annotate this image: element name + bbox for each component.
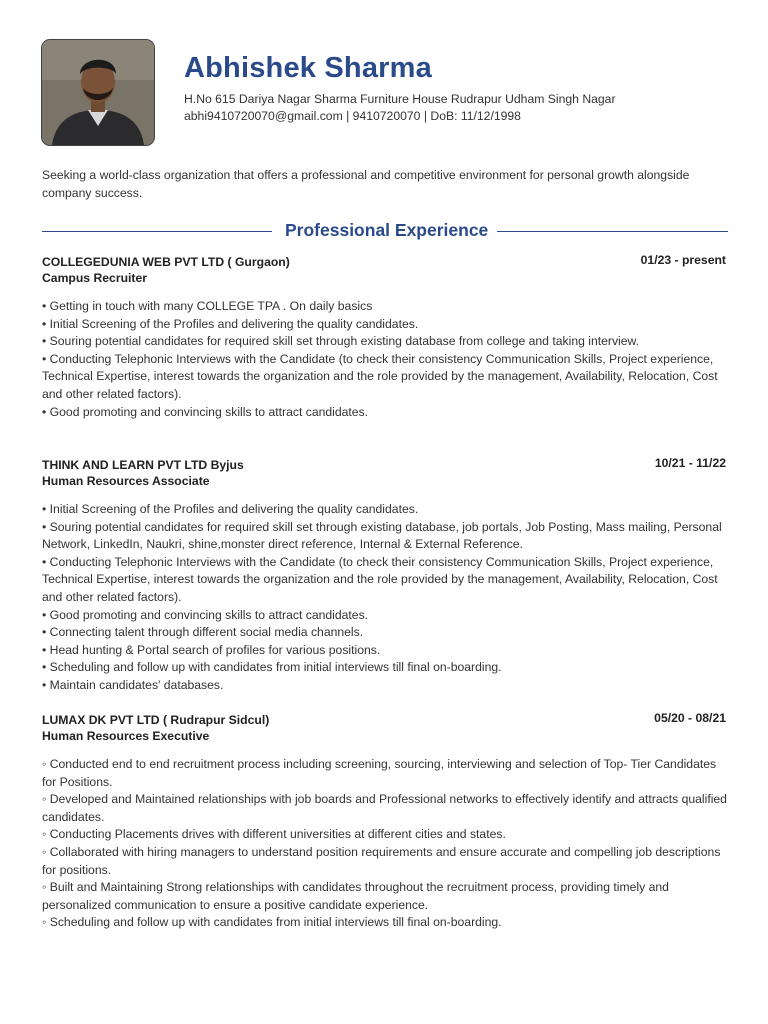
responsibility-item: • Connecting talent through different social media channels. (42, 625, 364, 640)
responsibility-item: ◦ Conducted end to end recruitment process including screening, sourcing, interviewing and selection of Top- Tier Candidates for Positions. (42, 757, 717, 789)
responsibility-item: • Initial Screening of the Profiles and delivering the quality candidates. (42, 316, 419, 331)
job-role: Human Resources Associate (42, 474, 210, 488)
company-name: LUMAX DK PVT LTD ( Rudrapur Sidcul) (42, 713, 270, 727)
employment-dates: 05/20 - 08/21 (654, 711, 726, 725)
job-entry-collegedunia (42, 253, 728, 421)
responsibility-item: ◦ Collaborated with hiring managers to understand position requirements and ensure accurate and compelling job descriptions for positions. (42, 844, 721, 877)
responsibility-item: • Initial Screening of the Profiles and delivering the quality candidates. (42, 502, 419, 516)
section-divider-right (497, 231, 728, 232)
employment-dates: 01/23 - present (640, 253, 726, 267)
section-divider-left (42, 231, 272, 232)
responsibility-item: • Conducting Telephonic Interviews with the Candidate (to check their consistency Communication Skills, Project experience, Technical Expertise, interest towards the organization and the role provided by the management, Availability, Relocation, Cost and other related factors). (42, 351, 718, 401)
responsibility-list (42, 298, 728, 421)
candidate-name: Abhishek Sharma (184, 52, 432, 84)
responsibility-list (42, 756, 728, 932)
company-name: THINK AND LEARN PVT LTD Byjus (42, 458, 244, 472)
responsibility-item: • Scheduling and follow up with candidates from initial interviews till final on-boarding. (42, 660, 502, 675)
job-entry-byjus (42, 456, 728, 695)
responsibility-item: • Souring potential candidates for required skill set through existing database, job portals, Job Posting, Mass mailing, Personal Network, LinkedIn, Naukri, shine,monster direct reference, Internal & External Reference. (42, 519, 722, 552)
company-name: COLLEGEDUNIA WEB PVT LTD ( Gurgaon) (42, 255, 290, 269)
responsibility-item: • Conducting Telephonic Interviews with the Candidate (to check their consistency Communication Skills, Project experience, Technical Expertise, interest towards the organization and the role provided by the management, Availability, Relocation, Cost and other related factors). (42, 554, 718, 604)
job-entry-lumax (42, 711, 728, 932)
contact-address: H.No 615 Dariya Nagar Sharma Furniture House Rudrapur Udham Singh Nagar (184, 92, 616, 106)
responsibility-item: • Getting in touch with many COLLEGE TPA . On daily basics (42, 299, 373, 313)
job-role: Human Resources Executive (42, 729, 210, 743)
responsibility-item: • Head hunting & Portal search of profiles for various positions. (42, 642, 381, 657)
responsibility-item: • Good promoting and convincing skills to attract candidates. (42, 607, 369, 622)
career-objective: Seeking a world-class organization that offers a professional and competitive environment for personal growth alongside company success. (42, 168, 690, 200)
responsibility-item: ◦ Built and Maintaining Strong relationships with candidates throughout the recruitment process, providing timely and personalized communication to ensure a positive candidate experience. (42, 880, 669, 912)
responsibility-item: ◦ Developed and Maintained relationships with job boards and Professional networks to effectively identify and attracts qualified candidates. (42, 792, 727, 824)
responsibility-item: ◦ Scheduling and follow up with candidates from initial interviews till final on-boarding. (42, 915, 502, 930)
section-title: Professional Experience (285, 220, 489, 240)
responsibility-item: • Souring potential candidates for required skill set through existing database from college and taking interview. (42, 334, 640, 349)
job-role: Campus Recruiter (42, 271, 147, 285)
responsibility-list (42, 501, 728, 695)
responsibility-item: • Maintain candidates' databases. (42, 677, 224, 692)
employment-dates: 10/21 - 11/22 (654, 456, 726, 470)
contact-details: abhi9410720070@gmail.com | 9410720070 | DoB: 11/12/1998 (184, 109, 521, 123)
profile-photo (41, 39, 155, 146)
section-header-experience (42, 219, 728, 243)
responsibility-item: • Good promoting and convincing skills to attract candidates. (42, 404, 369, 419)
responsibility-item: ◦ Conducting Placements drives with different universities at different cities and states. (42, 827, 506, 842)
